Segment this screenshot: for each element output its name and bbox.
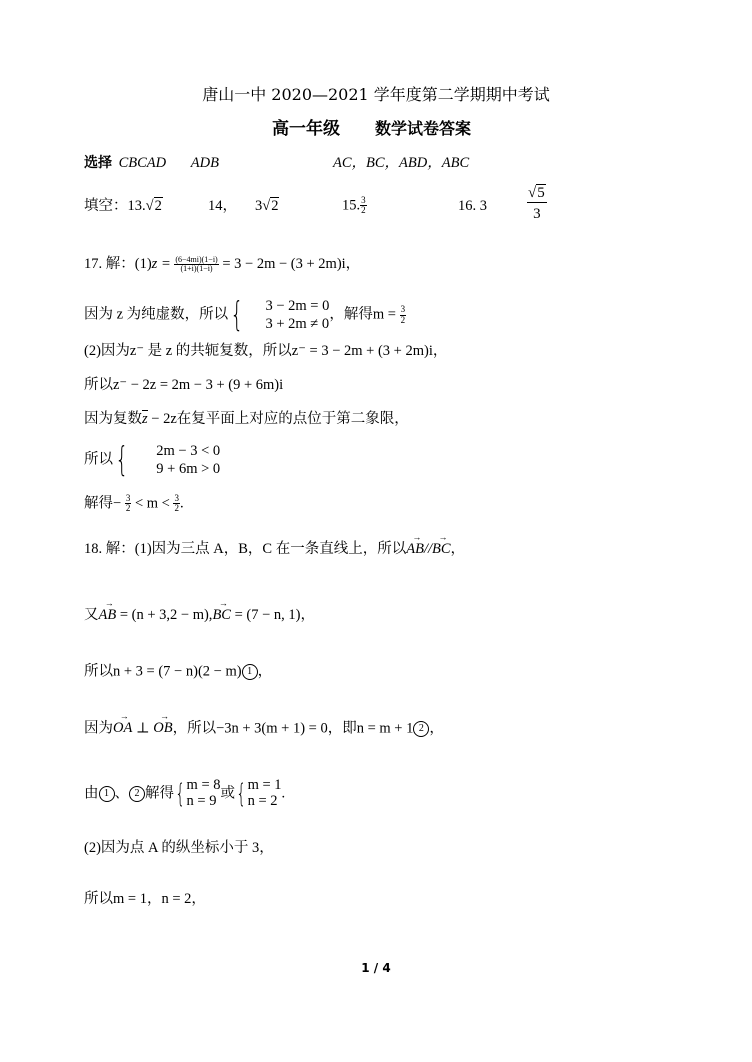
q17-l7-frac1 [125,494,132,514]
q17-l7-num2: 3 [174,493,179,503]
q17-eq2: 3 + 2m ≠ 0 [265,316,330,333]
q17-zbar: z [142,411,148,427]
fill-q14 [208,199,279,214]
q17-l2-text: 因为 z 为纯虚数，所以 [84,306,229,323]
vector-ab: → AB [406,542,424,557]
sqrt-icon: √2 [262,198,279,214]
q18-l4-b: ，所以−3n + 3(m + 1) = 0，即n = m + 1 [172,720,414,737]
q18-system1 [187,778,221,810]
q18-l5-b: 解得 [145,785,174,802]
q18-l5-end: . [281,785,286,802]
brace-icon: { [236,778,247,809]
q17-line3: (2)因为z⁻ 是 z 的共轭复数，所以z⁻ = 3 − 2m + (3 + 2m)i， [84,343,448,359]
q17-den: (1+i)(1−i) [180,264,213,274]
choice-line [84,156,219,171]
q18-parallel: // [423,541,433,557]
q18-line7: 所以m = 1，n = 2， [84,891,206,907]
q14-radicand: 2 [271,198,279,214]
q18-l3-end: ， [257,663,273,680]
vector-bc: → BC [432,542,451,557]
q18-l3: 所以n + 3 = (7 − n)(2 − m) [84,663,242,680]
q18-l2-c: = (7 − n, 1)， [230,607,315,623]
brace-icon: { [115,440,129,481]
q18-s1b: n = 9 [186,792,217,809]
q17-system2 [156,442,220,478]
fill-label: 填空：13. [84,198,146,214]
q18-system2 [248,778,282,810]
q18-s1a: m = 8 [186,777,221,793]
exam-title: 唐山一中 2020—2021 学年度第二学期期中考试 [202,85,550,104]
q15-den: 2 [361,205,366,216]
q18-l4-end: ， [429,720,444,737]
q14-label: 14， [208,198,237,214]
brace-icon: { [230,295,244,336]
q15-fraction [360,196,367,216]
q13-radicand: 2 [154,198,162,214]
q17-l6-a: 所以 [84,451,113,468]
grade-label: 高一年级 [272,119,340,139]
q17-line1 [84,256,360,274]
q17-l7-a: 解得− [84,495,122,512]
fill-q16: 16. 3 [458,198,487,214]
fill-q15 [342,196,367,216]
q17-l6-eq2: 9 + 6m > 0 [156,461,221,478]
q14-coef: 3 [255,198,263,214]
sqrt-icon: √2 [145,198,162,214]
q18-l1-a: 18. 解：(1)因为三点 A，B，C 在一条直线上，所以 [84,541,407,557]
q18-l2-a: 又 [84,607,99,623]
q18-l2-b: = (n + 3,2 − m), [116,607,213,623]
q17-m-num: 3 [400,304,406,315]
q17-line6 [84,440,221,481]
q17-eq1: 3 − 2m = 0 [265,298,330,314]
q18-line5 [84,778,285,810]
vector-ab: → AB [99,608,117,623]
q17-z: z = [151,256,171,273]
q15-label: 15. [342,197,361,214]
q17-l7-num1: 3 [125,493,131,503]
q16-radicand: 5 [537,185,545,201]
q17-line4: 所以z⁻ − 2z = 2m − 3 + (9 + 6m)i [84,377,284,393]
q18-s2a: m = 1 [247,777,282,793]
vector-bc: → BC [212,608,231,623]
q18-line3 [84,664,272,680]
q17-line2 [84,295,406,336]
q17-m-fraction [400,305,407,325]
circled-two-icon: 2 [413,721,429,737]
page-number: 1 / 4 [361,961,391,975]
q17-system [265,297,329,333]
fill-q13 [84,199,163,214]
vector-oa: → OA [113,721,132,736]
q16-den: 3 [533,205,541,222]
q18-perp: ⊥ [132,720,154,737]
circled-one-icon: 1 [242,664,258,680]
q17-m-den: 2 [400,314,406,325]
q17-l7-den1: 2 [125,503,131,514]
q18-line1 [84,542,465,557]
q18-line2 [84,608,315,623]
q17-l5-b: − 2z在复平面上对应的点位于第二象限， [147,411,409,427]
q17-l7-b: < m < [134,495,170,512]
q17-prefix: 17. 解：(1) [84,256,152,273]
brace-icon: { [175,778,186,809]
q17-l7-den2: 2 [174,503,179,514]
choice-group2: ADB [190,155,219,171]
q18-s2b: n = 2 [247,792,278,809]
q17-line7 [84,494,184,514]
q18-l5-a: 由 [84,785,99,802]
q18-or: 或 [220,785,236,802]
q18-l5-sep: 、 [114,785,129,802]
q16-fraction [527,186,547,223]
circled-one-icon: 1 [99,786,115,802]
q18-l4-a: 因为 [84,720,113,737]
q18-line6: (2)因为点 A 的纵坐标小于 3， [84,840,274,856]
q17-l5-a: 因为复数 [84,411,142,427]
q17-l6-eq1: 2m − 3 < 0 [156,443,221,459]
q17-fraction [174,256,218,274]
choice-multi: AC，BC，ABD，ABC [333,155,470,171]
q18-l1-end: ， [450,541,466,557]
q18-line4 [84,721,444,737]
vector-ob: → OB [153,721,172,736]
q17-line5 [84,412,409,427]
subject-label: 数学试卷答案 [375,119,472,138]
q15-num: 3 [361,195,366,205]
q17-l2-solve: ，解得m = [329,306,396,323]
choice-group1: CBCAD [118,155,167,171]
q17-num: (6−4mi)(1−i) [175,255,218,264]
choice-label: 选择 [84,155,112,171]
q17-rhs: = 3 − 2m − (3 + 2m)i， [222,256,361,273]
q17-l7-c: . [179,495,184,512]
circled-two-icon: 2 [129,786,145,802]
sqrt-icon: √5 [528,185,545,201]
